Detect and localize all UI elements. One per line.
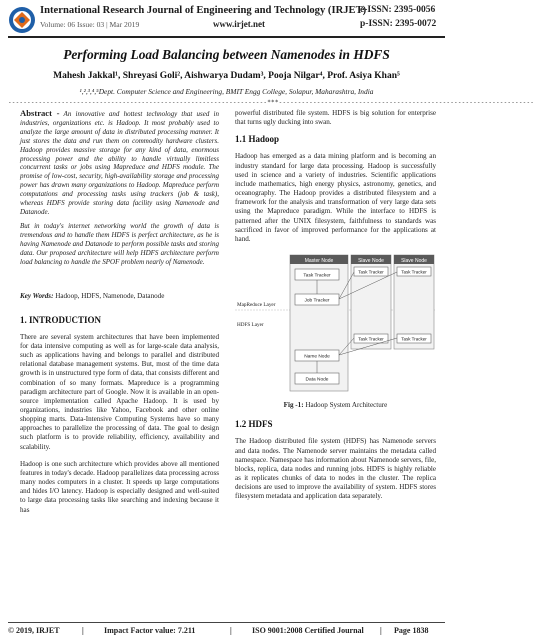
abstract-label: Abstract - (20, 108, 60, 118)
footer-iso: ISO 9001:2008 Certified Journal (252, 626, 364, 635)
hadoop-paragraph: Hadoop has emerged as a data mining platform and is becoming an industry standard for large data processing. Hadoop is successfully used in science and a variety of industries. Scientific applications include mathematics, high energy physics, astronomy, genetics, and oceanography. The Hadoop provides a distributed filesystem and a framework for the analysis and transformation of very large data sets using the Mapreduce paradigm. While the interface to HDFS is patterned after the UNIX filesystem, faithfulness to standards was sacrificed in favor of improved performance for the applications at hand. (235, 152, 436, 243)
slave-node-1-label: Slave Node (358, 258, 384, 265)
p-issn: p-ISSN: 2395-0072 (360, 19, 437, 29)
author-list: Mahesh Jakkal¹, Shreyasi Goli², Aishwarya Dudam³, Pooja Nilgar⁴, Prof. Asiya Khan⁵ (53, 71, 400, 81)
footer-page-number: Page 1838 (394, 626, 429, 635)
affiliation: ¹,²,³,⁴,⁵Dept. Computer Science and Engineering, BMIT Engg College, Solapur, Maharashtra, India (79, 87, 374, 96)
footer-copyright: © 2019, IRJET (8, 626, 60, 635)
name-node-label: Name Node (304, 354, 330, 360)
slave-2-task-tracker-label: Task Tracker (401, 269, 427, 275)
job-tracker-label: Job Tracker (304, 298, 330, 304)
architecture-diagram (235, 252, 436, 397)
slave-1-data-node-label: Task Tracker (358, 336, 384, 342)
hdfs-layer-label: HDFS Layer (237, 322, 264, 329)
abstract-paragraph-1 (20, 109, 219, 217)
hadoop-architecture-figure (235, 252, 436, 397)
figure-caption-text: Hadoop System Architecture (305, 401, 388, 410)
abstract-text-1: An innovative and hottest technology that used in industries, organizations etc. is Hadoop. It most probably used to analyze the large amount of data in distributed processing manner. It just stores the data and run them on commodity hardware clusters. Hadoop provides massive storage for any kind of data, enormous processing power and the ability to handle virtually limitless concurrent tasks or jobs using Mapreduce and HDFS module. The promise of low-cost, security, high-availability storage and processing power has drawn many organizations to Hadoop. Mapreduce perform computations and processing tasks using trackers (job & task), whereas HDFS provide storing data facility using Namenode and Datanode. (20, 110, 219, 216)
master-node-label: Master Node (304, 258, 334, 265)
footer-separator-1: | (82, 626, 84, 635)
footer-rule (8, 622, 445, 623)
right-column (235, 109, 436, 509)
master-data-node-label: Data Node (305, 377, 329, 383)
footer-separator-2: | (230, 626, 232, 635)
header-rule (8, 36, 445, 38)
keywords-text: Hadoop, HDFS, Namenode, Datanode (55, 292, 165, 301)
hdfs-paragraph: The Hadoop distributed file system (HDFS) has Namenode servers and data nodes. The Namenode server maintains the metadata called namespace. Namespace has information about Namenode servers, file, blocks, replica, data nodes and running jobs. HDFS is highly reliable as it replicates chunks of data to nodes in the cluster. The replica decisions are used to improve the availability of system. HDFS stores filesystem metadata and application data separately. (235, 437, 436, 501)
continued-paragraph: powerful distributed file system. HDFS is big solution for enterprise that turns ugly ducking into swan. (235, 109, 436, 127)
irjet-logo-icon (8, 6, 36, 34)
figure-caption (235, 401, 436, 410)
figure-caption-label: Fig -1: (283, 401, 304, 410)
paper-title: Performing Load Balancing between Namenodes in HDFS (63, 47, 390, 62)
section-heading-introduction: 1. INTRODUCTION (20, 314, 102, 325)
section-heading-hdfs: 1.2 HDFS (235, 419, 273, 430)
journal-website[interactable]: www.irjet.net (213, 19, 265, 29)
volume-issue-line: Volume: 06 Issue: 03 | Mar 2019 (40, 20, 140, 29)
master-task-tracker-label: Task Tracker (303, 273, 331, 279)
slave-2-data-node-label: Task Tracker (401, 336, 427, 342)
introduction-paragraph-2: Hadoop is one such architecture which provides above all mentioned features in today's decade. Hadoop parallelizes data processing across many nodes computers in a cluster. It speeds up large computations and hides I/O latency. Hadoop is especially designed and well-suited to large data processing tasks like searching and indexing because it has (20, 459, 219, 514)
e-issn: e-ISSN: 2395-0056 (360, 5, 436, 15)
left-column (20, 109, 219, 523)
slave-1-task-tracker-label: Task Tracker (358, 269, 384, 275)
introduction-paragraph-1: There are several system architectures that have been implemented for data intensive computing as well as for large-scale data analysis, such as applications having and belongs to parallel and distributed relational database management systems. But, most of the time data growth is in unstructured type form of data, that consists different and combination of so many formats. Mapreduce is a programming paradigm architecture part of Google. Now it is available in an open-source implementation called Apache Hadoop. It is used by organizations, industries like Yahoo, Facebook and other online shopping marts. Data-Intensive Computing Systems have so many approaches to parallelize the processing of data. The goal to design such platform is to provide reliability, efficiency, availability and scalability. (20, 332, 219, 451)
section-heading-hadoop: 1.1 Hadoop (235, 134, 280, 145)
footer-impact-factor: Impact Factor value: 7.211 (104, 626, 196, 635)
footer-separator-3: | (380, 626, 382, 635)
keywords-label: Key Words: (20, 292, 54, 301)
journal-title: International Research Journal of Engineering and Technology (IRJET) (40, 5, 367, 16)
mapreduce-layer-label: MapReduce Layer (237, 302, 276, 309)
section-separator: --------------------------------------------------------------------***------------------------------------------------------------------- (8, 99, 534, 106)
keywords (20, 292, 219, 301)
slave-node-2-label: Slave Node (401, 258, 427, 265)
abstract-paragraph-2: But in today's internet networking world the growth of data is tremendous and to handle them HDFS is perfect architecture, as he is having Namenode and Datanode to perform possible tasks and storing data. Our proposed architecture will help HDFS architecture perform load balancing to handle the SPOF problem nearly of Namenode. (20, 221, 219, 266)
